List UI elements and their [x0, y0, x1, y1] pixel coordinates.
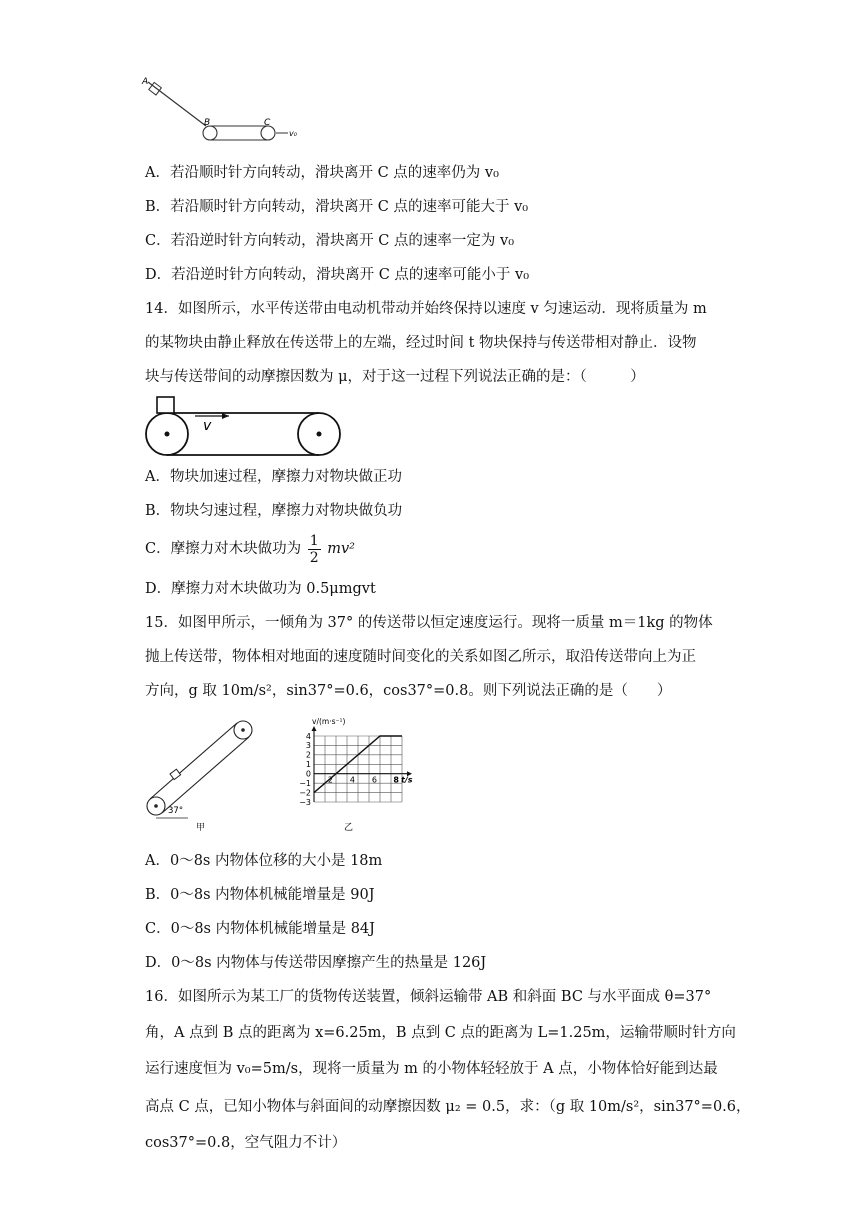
q14-option-b: B．物块匀速过程，摩擦力对物块做负功 — [145, 503, 403, 519]
y-tick-label: 2 — [305, 750, 311, 760]
q15-angle-label: 37° — [168, 806, 184, 816]
q15-vt-y-label: v/(m·s⁻¹) — [312, 717, 346, 726]
q14-belt-diagram — [143, 393, 345, 463]
q13-label-a: A — [142, 77, 149, 87]
q14-option-c-fraction — [308, 533, 321, 566]
q15-fig-yi-label: 乙 — [344, 823, 354, 833]
q15-option-d: D．0～8s 内物体与传送带因摩擦产生的热量是 126J — [145, 955, 487, 971]
q13-incline-diagram — [140, 74, 310, 146]
q16-stem-line-5: cos37°=0.8，空气阻力不计） — [145, 1135, 347, 1151]
q14-option-c-expression: mv² — [327, 541, 355, 557]
q13-label-b: B — [204, 118, 211, 128]
x-tick-label: 6 — [371, 775, 377, 785]
q13-option-c: C．若沿逆时针方向转动，滑块离开 C 点的速率一定为 v₀ — [145, 233, 515, 249]
q14-option-a: A．物块加速过程，摩擦力对物块做正功 — [145, 469, 402, 485]
q13-label-v0: v₀ — [289, 129, 297, 138]
q14-option-c-numerator: 1 — [309, 532, 319, 549]
x-tick-label: 8 — [393, 775, 399, 785]
q16-stem-line-2: 角，A 点到 B 点的距离为 x=6.25m，B 点到 C 点的距离为 L=1.25m，运输带顺时针方向 — [145, 1025, 736, 1041]
q15-stem-line-1: 15．如图甲所示，一倾角为 37° 的传送带以恒定速度运行。现将一质量 m＝1kg 的物体 — [145, 615, 713, 631]
q13-option-b: B．若沿顺时针方向转动，滑块离开 C 点的速率可能大于 v₀ — [145, 199, 529, 215]
q13-label-c: C — [264, 118, 271, 128]
q15-incline-belt-diagram — [140, 714, 265, 834]
q13-option-a: A．若沿顺时针方向转动，滑块离开 C 点的速率仍为 v₀ — [145, 165, 499, 181]
q15-vt-x-label: t/s — [401, 775, 413, 785]
q14-option-c-denominator: 2 — [309, 549, 319, 566]
q15-option-a: A．0～8s 内物体位移的大小是 18m — [145, 853, 383, 869]
q14-option-d: D．摩擦力对木块做功为 0.5μmgvt — [145, 581, 376, 597]
y-tick-label: −1 — [299, 778, 311, 788]
q15-option-b: B．0～8s 内物体机械能增量是 90J — [145, 887, 375, 903]
q15-fig-jia-label: 甲 — [196, 823, 206, 833]
y-tick-label: −3 — [299, 797, 311, 807]
y-tick-label: 4 — [305, 731, 311, 741]
x-tick-label: 2 — [327, 775, 333, 785]
q16-stem-line-4: 高点 C 点，已知小物体与斜面间的动摩擦因数 μ₂ = 0.5，求：（g 取 10m/s²，sin37°=0.6， — [145, 1099, 751, 1115]
q15-stem-line-2: 抛上传送带，物体相对地面的速度随时间变化的关系如图乙所示，取沿传送带向上为正 — [145, 649, 696, 665]
q14-option-c-prefix: C．摩擦力对木块做功为 — [145, 541, 302, 557]
q14-stem-line-1: 14．如图所示，水平传送带由电动机带动并始终保持以速度 v 匀速运动．现将质量为 m — [145, 301, 707, 317]
q15-vt-grid — [314, 736, 402, 802]
x-tick-label: 4 — [349, 775, 355, 785]
q15-option-c: C．0～8s 内物体机械能增量是 84J — [145, 921, 375, 937]
q15-vt-chart — [290, 714, 430, 834]
q16-stem-line-1: 16．如图所示为某工厂的货物传送装置，倾斜运输带 AB 和斜面 BC 与水平面成 θ=37° — [145, 989, 712, 1005]
q16-stem-line-3: 运行速度恒为 v₀=5m/s，现将一质量为 m 的小物体轻轻放于 A 点，小物体恰好能到达最 — [145, 1061, 718, 1077]
y-axis-arrow — [312, 726, 317, 731]
q15-stem-line-3: 方向，g 取 10m/s²，sin37°=0.6，cos37°=0.8。则下列说法正确的是（ ） — [145, 683, 672, 699]
y-tick-label: −2 — [299, 788, 311, 798]
y-tick-label: 0 — [305, 769, 311, 779]
q13-option-d: D．若沿逆时针方向转动，滑块离开 C 点的速率可能小于 v₀ — [145, 267, 530, 283]
q14-stem-line-2: 的某物块由静止释放在传送带上的左端，经过时间 t 物块保持与传送带相对静止．设物 — [145, 335, 697, 351]
y-tick-label: 1 — [305, 760, 311, 770]
y-tick-label: 3 — [305, 741, 311, 751]
q14-label-v: v — [203, 418, 212, 434]
q14-option-c — [145, 532, 355, 566]
q14-stem-line-3: 块与传送带间的动摩擦因数为 μ，对于这一过程下列说法正确的是：（ ） — [145, 369, 645, 385]
